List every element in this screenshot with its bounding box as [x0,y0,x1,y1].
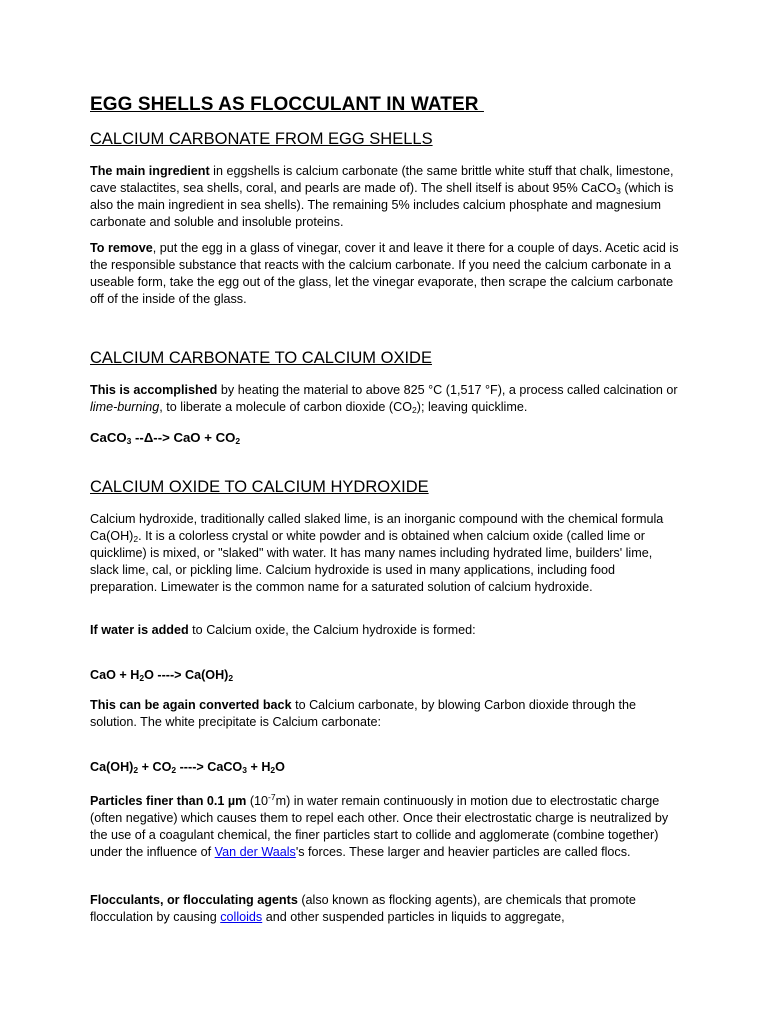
document-title: EGG SHELLS AS FLOCCULANT IN WATER [90,94,484,115]
paragraph-main-ingredient [90,163,680,231]
paragraph-text: and other suspended particles in liquids to aggregate, [262,910,565,924]
paragraph-text: (also known as flocking agents), are chemicals that promote flocculation by causing [90,893,636,924]
paragraph-lead: This can be again converted back [90,698,292,712]
paragraph-to-remove [90,240,680,308]
paragraph-lead: The main ingredient [90,164,210,178]
superscript: -7 [268,792,276,802]
subscript: 2 [412,405,417,415]
equation-part: CaO + H [90,668,140,682]
subscript: 3 [242,765,247,775]
subscript: 2 [133,765,139,775]
subscript: 3 [616,186,621,196]
subscript: 2 [235,436,241,446]
equation-part: --Δ--> CaO + CO [131,430,236,445]
paragraph-text: (10 [246,794,269,808]
equation-part: + H [246,760,271,774]
paragraph-text: by heating the material to above 825 °C (1,517 °F), a process called calcination or [217,383,678,397]
equation-calcination [90,430,240,445]
colloids-link[interactable]: colloids [220,910,263,924]
paragraph-lead: This is accomplished [90,383,218,397]
equation-part: O ----> Ca(OH) [144,668,229,682]
paragraph-text: . It is a colorless crystal or white powder and is obtained when calcium oxide (called lime or quicklime) is mixed, or "slaked" with water. It has many names including hydrated lime, builders' lime, slack lime, cal, or pickling lime. Calcium hydroxide is used in many applications, including food preparation. Limewater is the common name for a saturated solution of calcium hydroxide. [90,529,653,594]
paragraph-text: (which is also the main ingredient in sea shells). The remaining 5% includes calcium phosphate and magnesium carbonate and soluble and insoluble proteins. [90,181,674,229]
paragraph-text: to Calcium carbonate, by blowing Carbon dioxide through the solution. The white precipitate is Calcium carbonate: [90,698,637,729]
section-heading-carbonate-to-oxide: CALCIUM CARBONATE TO CALCIUM OXIDE [90,349,432,367]
van-der-waals-link[interactable]: Van der Waals [214,845,296,859]
subscript: 2 [228,673,234,683]
section-heading-carbonate-from-shells: CALCIUM CARBONATE FROM EGG SHELLS [90,130,433,148]
subscript: 3 [126,436,132,446]
paragraph-calcination [90,382,680,416]
paragraph-calcium-hydroxide [90,511,680,596]
subscript: 2 [133,534,139,544]
subscript: 2 [270,765,276,775]
equation-part: Ca(OH) [90,760,134,774]
subscript: 2 [139,673,145,683]
paragraph-text: Calcium hydroxide, traditionally called slaked lime, is an inorganic compound with the chemical formula Ca(OH) [90,512,664,543]
paragraph-water-added [90,622,680,639]
paragraph-text: , put the egg in a glass of vinegar, cover it and leave it there for a couple of days. Acetic acid is the responsible substance that reacts with the calcium carbonate. If you need the calcium carbonate in a useable form, take the egg out of the glass, let the vinegar evaporate, then scrape the calcium carbonate off of the inside of the glass. [90,241,679,306]
equation-part: ----> CaCO [176,760,243,774]
paragraph-text: in eggshells is calcium carbonate (the same brittle white stuff that chalk, limestone, cave stalactites, sea shells, coral, and pearls are made of). The shell itself is about 95% CaCO [90,164,674,195]
paragraph-lead: Flocculants, or flocculating agents [90,893,298,907]
paragraph-text: , to liberate a molecule of carbon dioxide (CO [159,400,413,414]
paragraph-text: m) in water remain continuously in motion due to electrostatic charge (often negative) which causes them to repel each other. Once their electrostatic charge is neutralized by the use of a coagulant chemical, the finer particles start to collide and agglomerate (combine together) under the influence of [90,794,669,859]
equation-slaking [90,668,233,682]
paragraph-lead: Particles finer than 0.1 µm [90,794,247,808]
section-heading-oxide-to-hydroxide: CALCIUM OXIDE TO CALCIUM HYDROXIDE [90,478,429,496]
paragraph-lead: If water is added [90,623,189,637]
italic-term: lime-burning [90,400,160,414]
equation-part: CaCO [90,430,127,445]
paragraph-converted-back [90,697,680,731]
equation-part: O [275,760,285,774]
equation-carbonation [90,760,285,774]
paragraph-lead: To remove [90,241,153,255]
equation-part: + CO [138,760,172,774]
paragraph-particles [90,793,680,861]
subscript: 2 [171,765,177,775]
paragraph-text: 's forces. These larger and heavier particles are called flocs. [295,845,631,859]
paragraph-flocculants [90,892,680,926]
paragraph-text: ); leaving quicklime. [416,400,528,414]
paragraph-text: to Calcium oxide, the Calcium hydroxide is formed: [188,623,476,637]
